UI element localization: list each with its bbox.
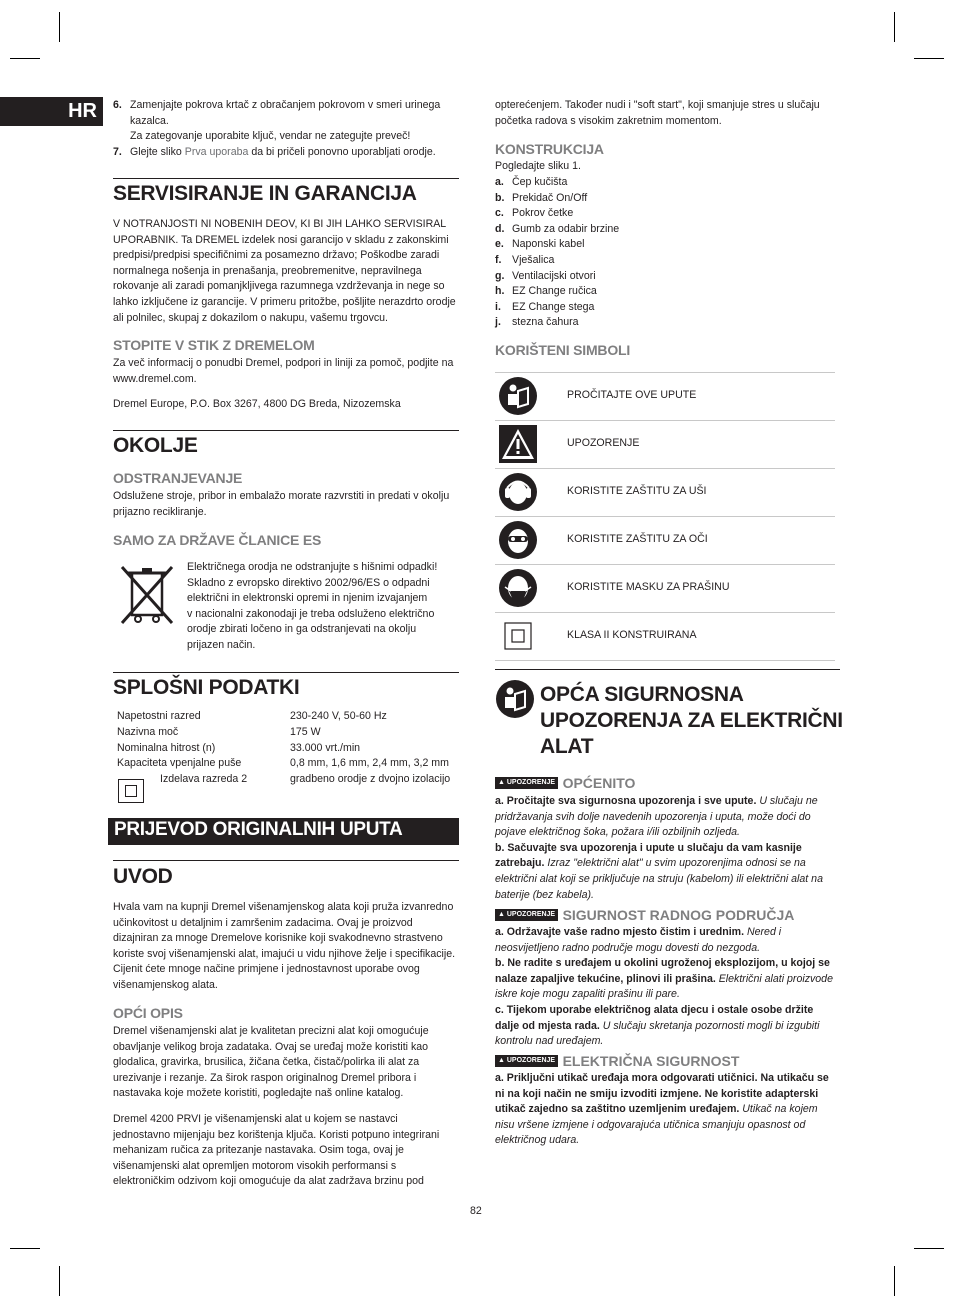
subsection-title: OPĆI OPIS [113,1005,183,1021]
crossed-bin-icon [118,563,176,627]
symbol-row [495,469,835,517]
subsection-heading: ▲ UPOZORENJE ELEKTRIČNA SIGURNOST [495,1052,739,1070]
crop-mark [10,1248,40,1249]
work-area-warnings: a. Održavajte vaše radno mjesto čistim i urednim. Nered i neosvijetljeno radno područje mogu dovesti do nezgoda. b. Ne radite s uređajem u okolini ugroženoj eksplozijom, u kojoj se nalaze zapaljive tekućine, plinovi ili prašina. Električni alati proizvode iskre koje mogu zapaliti prašinu ili pare. c. Tijekom uporabe električnog alata djecu i ostale osobe držite dalje od mjesta rada. U slučaju skretanja pozornosti mogli bi izgubiti kontrolu nad uređajem. [495,926,833,1048]
symbol-label: KORISTITE MASKU ZA PRAŠINU [567,581,730,593]
symbol-label: KLASA II KONSTRUIRANA [567,629,697,641]
subsection-title: SAMO ZA DRŽAVE ČLANICE ES [113,532,322,548]
spec-value: 230-240 V, 50-60 Hz [290,710,387,722]
spec-label: Izdelava razreda 2 [160,773,248,785]
spec-label: Napetostni razred [117,710,201,722]
spec-value: 175 W [290,726,321,738]
section-divider [113,860,459,861]
subsection-title: KONSTRUKCIJA [495,141,604,157]
list-item: 6. Zamenjajte pokrova krtač z obračanjem pokrovom v smeri urinega kazalca. Za zategovanje uporabite ključ, vendar ne zategujte preveč! 7. Glejte sliko Prva uporaba da bi pričeli ponovno uporabljati orodje. [113,99,441,158]
crop-mark [894,1266,895,1296]
spec-value: gradbeno orodje z dvojno izolacijo [290,773,451,785]
construction-intro: Pogledajte sliku 1. [495,160,581,172]
section-title: OKOLJE [113,434,198,457]
spec-label: Nazivna moč [117,726,179,738]
warning-badge: ▲ UPOZORENJE [495,909,558,921]
continued-text: opterećenjem. Također nudi i "soft start", koji smanjuje stres u slučaju početka radova s visokim zakretnim momentom. [495,99,820,127]
description-text: Dremel višenamjenski alat je kvalitetan precizni alat koji omogućuje obavljanje velikog broja zadataka. Ovaj se uređaj može koristiti kao glodalica, gravirka, brusilica, žičana četka, čistač/polirka ili alat za urezivanje i rezanje. Za širok raspon originalnog Dremel pribora i nastavaka koje možete koristiti, pogledajte naš online katalog. [113,1025,429,1100]
read-manual-icon [499,377,537,415]
subsection-title: STOPITE V STIK Z DREMELOM [113,337,315,353]
read-manual-icon [496,680,534,718]
warning-icon [499,425,537,463]
general-warnings: a. Pročitajte sva sigurnosna upozorenja i sve upute. U slučaju ne pridržavanja svih dolje navedenih upozorenja i uputa, može doći do pojave električnog šoka, požara i/ili ozbiljnih ozljeda. b. Sačuvajte sva upozorenja i upute u slučaju da vam kasnije zatrebaju. Izraz "električni alat" u svim upozorenjima odnosi se na električni alat koji se priključuje na struju (kabelom) ili električni alat na baterije (bez kabela). [495,795,823,901]
language-tab: HR [0,97,103,126]
symbol-label: UPOZORENJE [567,437,640,449]
safety-title: OPĆA SIGURNOSNA UPOZORENJA ZA ELEKTRIČNI ALAT [540,683,843,758]
spec-value: 0,8 mm, 1,6 mm, 2,4 mm, 3,2 mm [290,757,449,769]
translation-banner: PRIJEVOD ORIGINALNIH UPUTA [108,818,459,845]
section-title: SPLOŠNI PODATKI [113,676,300,699]
warning-badge: ▲ UPOZORENJE [495,777,558,789]
subsection-heading: ▲ UPOZORENJE OPĆENITO [495,774,635,792]
subsection-title: KORIŠTENI SIMBOLI [495,342,631,358]
description-text: Dremel 4200 PRVI je višenamjenski alat u kojem se nastavci jednostavno mijenjaju bez korištenja ključa. Koristi potpuno integrirani mehanizam ručica za pritezanje nastavaka. Osim toga, ovaj je višenamjenski alat opremljen motorom visokih performansi s elektroničkim odzivom koji omogućuje da alat zadržava brzinu pod [113,1113,440,1188]
disposal-text: Odslužene stroje, pribor in embalažo morate razvrstiti in predati v okolju prijazno recikliranje. [113,490,450,518]
symbol-row [495,421,835,469]
contact-text: Za več informacij o ponudbi Dremel, podpori in liniji za pomoč, podjite na www.dremel.com. [113,357,454,385]
symbol-row [495,373,835,421]
spec-label: Nominalna hitrost (n) [117,742,216,754]
spec-value: 33.000 vrt./min [290,742,361,754]
warranty-text: V NOTRANJOSTI NI NOBENIH DEOV, KI BI JIH LAHKO SERVISIRAL UPORABNIK. Ta DREMEL izdelek nosi garancijo v skladu z zakonskimi predpisi/predpisi specifičnimi za posamezno državo; Poškodbe zaradi normalnega nošenja in prenašanja, preobremenitve, nepravilnega rokovanje ali zaradi pomanjkljivega razumnega vzdrževanja in nege so lahko izključene iz garancije. V primeru pritožbe, pošljite nerazdrto orodje ali polnilec, skupaj z dokazilom o nakupu, vašemu trgovcu. [113,218,456,324]
crop-mark [10,58,40,59]
dust-mask-icon [499,569,537,607]
weee-text: Električnega orodja ne odstranjujte s hišnimi odpadki! Skladno z evropsko direktivo 2002/96/ES o odpadni električni in elektronski opremi in njenim izvajanjem v nacionalni zakonodaji je treba odsluženo električno orodje zbirati ločeno in ga odstranjevati na okolju prijazen način. [187,561,438,651]
symbol-row [495,517,835,565]
subsection-heading: ▲ UPOZORENJE SIGURNOST RADNOG PODRUČJA [495,906,794,924]
section-divider [495,669,840,670]
page-number: 82 [470,1205,482,1217]
crop-mark [59,12,60,42]
crop-mark [914,1248,944,1249]
symbol-label: KORISTITE ZAŠTITU ZA OČI [567,533,708,545]
intro-text: Hvala vam na kupnji Dremel višenamjenskog alata koji pruža izvanredno učinkovitost u detaljnim i zamršenim zadacima. Ovaj je proizvod dizajniran za mnoge Dremelove korisnike koji svakodnevno strastveno koriste svoj višenamjenski alat, imajući u vidu njihove želje i specifikacije. Cijenit ćete mnoge načine primjene i jednostavnost uporabe ovog višenamjenskog alata. [113,901,456,991]
electrical-warnings: a. Priključni utikač uređaja mora odgovarati utičnici. Na utikaču se ni na koji način ne smiju izvoditi izmjene. Ne koristite adapterski utikač zajedno sa zaštitno uzemljenim uređajem. Utikač na kojem nisu vršene izmjene i odgovarajuća utičnica smanjuju opasnost od električnog udara. [495,1072,829,1147]
subsection-title: ODSTRANJEVANJE [113,470,243,486]
section-title: SERVISIRANJE IN GARANCIJA [113,182,417,205]
section-title: UVOD [113,865,173,888]
spec-label: Kapaciteta vpenjalne puše [117,757,242,769]
crop-mark [914,58,944,59]
ear-protection-icon [499,473,537,511]
section-divider [113,430,459,431]
address: Dremel Europe, P.O. Box 3267, 4800 DG Breda, Nizozemska [113,398,401,410]
parts-list: a. Čep kučišta b. Prekidač On/Off c. Pokrov četke d. Gumb za odabir brzine e. Naponski kabel f. Vješalica g. Ventilacijski otvori h. EZ Change ručica i. EZ Change stega j. stezna čahura [495,176,620,329]
class-ii-icon [118,779,144,803]
warning-badge: ▲ UPOZORENJE [495,1055,558,1067]
class-ii-icon [499,617,537,655]
symbol-label: PROČITAJTE OVE UPUTE [567,389,697,401]
eye-protection-icon [499,521,537,559]
crop-mark [894,12,895,42]
crop-mark [59,1266,60,1296]
section-divider [113,178,459,179]
section-divider [113,672,459,673]
symbol-row [495,613,835,661]
symbol-label: KORISTITE ZAŠTITU ZA UŠI [567,485,707,497]
symbol-row [495,565,835,613]
